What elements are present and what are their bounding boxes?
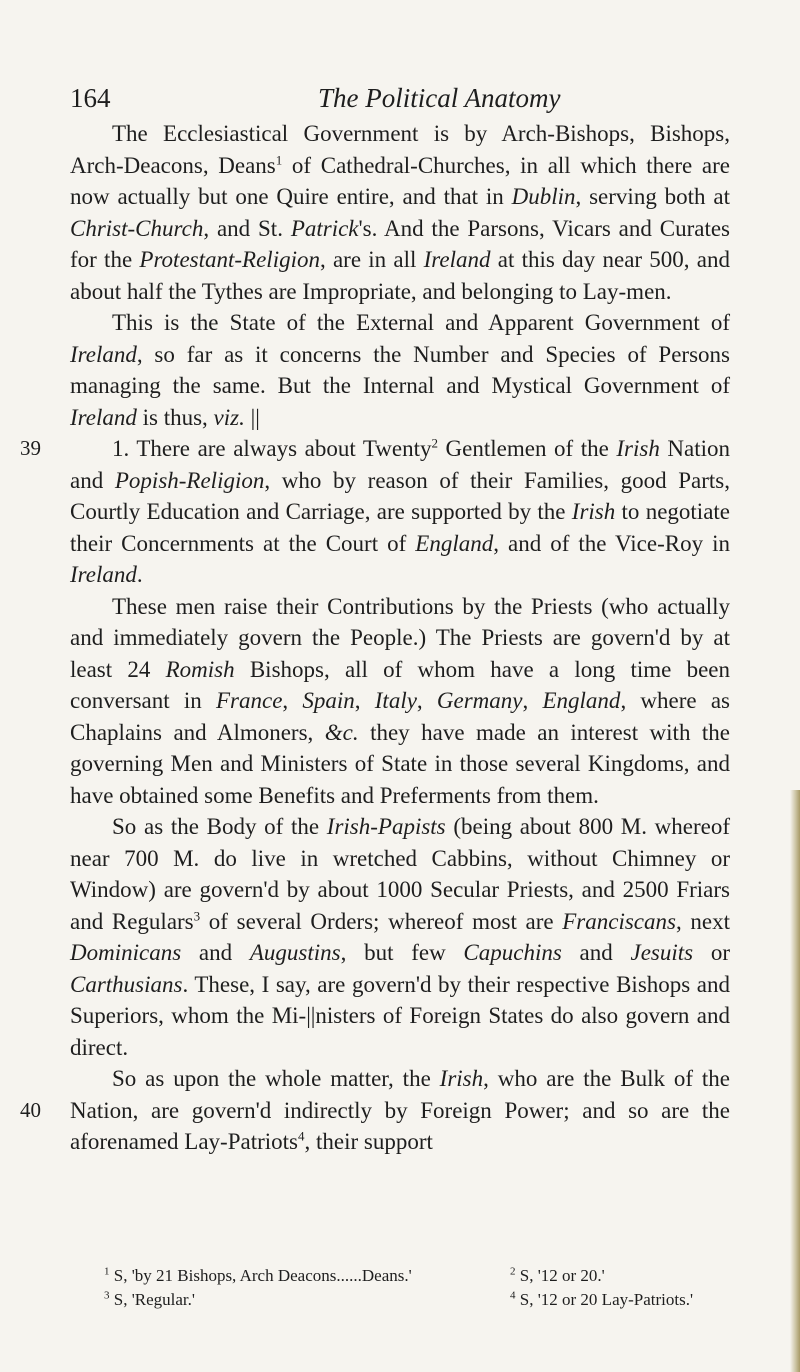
text-run: 's. And the Parsons, Vicars and Curates for the — [70, 215, 730, 272]
footnote-left — [104, 1264, 412, 1288]
italic-text: Protestant-Religion — [139, 247, 320, 272]
page-number: 164 — [70, 83, 111, 113]
text-run: of several Orders; whereof most are — [200, 908, 563, 934]
footnote-ref: 1 — [275, 151, 283, 167]
text-run: , — [416, 688, 437, 713]
footnote-ref: 4 — [298, 1128, 305, 1144]
body-text — [20, 118, 731, 1158]
running-title: The Political Anatomy — [318, 83, 561, 113]
italic-text: Dublin — [511, 184, 576, 209]
italic-text: France — [215, 688, 283, 713]
text-run: . These, I say, are govern'd by their respective Bishops and Superiors, whom the Mi-||nisters of Foreign States do also govern and direct. — [70, 971, 730, 1060]
italic-text: England — [415, 530, 494, 556]
paragraph-text — [70, 433, 730, 591]
text-run: and — [561, 940, 631, 965]
margin-line-number: 39 — [20, 436, 41, 460]
footnote-right — [510, 1288, 693, 1312]
text-run: , and St. — [203, 215, 291, 241]
text-run: to negotiate their Concernments at the Court of — [70, 499, 730, 556]
text-run: of Cathedral-Churches, in all which there are now actually but one Quire entire, and that in — [70, 152, 730, 209]
footnote-ref: 2 — [431, 435, 438, 451]
italic-text: Jesuits — [630, 940, 694, 965]
footnote-mark: 4 — [510, 1289, 516, 1302]
italic-text: viz. — [213, 404, 245, 430]
italic-text: England — [542, 688, 621, 713]
text-run: , — [282, 688, 303, 713]
paragraph — [70, 1063, 730, 1158]
text-run: , who by reason of their Families, good Parts, Courtly Education and Carriage, are supported by the — [70, 467, 730, 524]
text-run: This is the State of the External and Apparent Government of — [112, 310, 730, 335]
paragraph-text — [70, 591, 730, 812]
running-header — [70, 78, 730, 118]
text-run: or — [693, 940, 731, 965]
paragraph-text — [70, 811, 730, 1063]
text-run: and — [181, 940, 250, 965]
paragraph-text — [70, 1063, 730, 1158]
text-run: , are in all — [319, 247, 424, 272]
footnote-text: S, 'by 21 Bishops, Arch Deacons......Deans.' — [109, 1266, 412, 1285]
italic-text: Christ-Church — [70, 215, 204, 241]
footnote-mark: 2 — [510, 1265, 516, 1278]
footnote-text: S, '12 or 20.' — [515, 1266, 605, 1285]
text-run: These men raise their Contributions by the Priests (who actually and immediately govern the People.) The Priests are govern'd by at least 24 — [70, 593, 730, 682]
italic-text: Romish — [165, 656, 235, 682]
page-edge-shadow — [790, 790, 800, 1372]
italic-text: Irish-Papists — [326, 814, 446, 839]
paragraph — [20, 433, 730, 591]
italic-text: Ireland — [423, 247, 491, 272]
text-run: , their support — [304, 1129, 433, 1154]
text-run: , where as Chaplains and Almoners, — [70, 688, 730, 745]
paragraph — [70, 118, 730, 307]
italic-text: Irish — [439, 1066, 484, 1091]
text-run: , but few — [340, 940, 464, 965]
text-run: , next — [675, 908, 730, 934]
italic-text: Augustins — [249, 940, 341, 965]
italic-text: &c. — [324, 719, 359, 745]
footnote-row — [70, 1264, 730, 1288]
text-run: . — [136, 562, 143, 587]
footnote-mark: 3 — [104, 1289, 110, 1302]
italic-text: Ireland — [70, 341, 137, 367]
italic-text: Irish — [616, 436, 660, 461]
text-run: , serving both at — [575, 184, 730, 209]
text-run: 1. There are always about Twenty — [112, 436, 432, 461]
text-run: , so far as it concerns the Number and Species of Persons managing the same. But the Internal and Mystical Government of — [70, 341, 730, 398]
text-run: is thus, — [136, 404, 214, 430]
italic-text: Dominicans — [70, 940, 182, 965]
text-run: The Ecclesiastical Government is by Arch-Bishops, Bishops, Arch-Deacons, Deans — [70, 121, 730, 178]
italic-text: Patrick — [290, 215, 359, 241]
footnote-ref: 3 — [193, 907, 201, 923]
italic-text: Spain — [302, 688, 355, 713]
text-run: , and of the Vice-Roy in — [493, 530, 730, 556]
text-run: Nation and — [70, 436, 730, 493]
text-run: , — [522, 688, 543, 713]
footnote-right — [510, 1264, 605, 1288]
text-run: || — [244, 404, 260, 430]
margin-line-number: 40 — [20, 1098, 41, 1122]
italic-text: Popish-Religion — [114, 467, 265, 493]
text-run: Gentlemen of the — [438, 436, 617, 461]
footnote-text: S, '12 or 20 Lay-Patriots.' — [515, 1290, 694, 1309]
footnote-text: S, 'Regular.' — [109, 1290, 195, 1309]
paragraph-text — [70, 307, 730, 433]
italic-text: Capuchins — [463, 940, 562, 965]
footnote-row — [70, 1288, 730, 1312]
italic-text: Irish — [571, 499, 616, 524]
paragraph-text — [70, 118, 730, 307]
text-run: (being about 800 M. whereof near 700 M. do live in wretched Cabbins, without Chimney or Window) are govern'd by about 1000 Secular Priests, and 2500 Friars and Regulars — [70, 814, 730, 934]
text-run: , who are the Bulk of the Nation, are govern'd indirectly by Foreign Power; and so are the aforenamed Lay-Patriots — [70, 1066, 730, 1154]
text-run: they have made an interest with the governing Men and Ministers of State in those several Kingdoms, and have obtained some Benefits and Preferments from them. — [70, 719, 730, 808]
text-run: So as upon the whole matter, the — [112, 1066, 440, 1091]
italic-text: Germany — [436, 688, 523, 713]
italic-text: Ireland — [70, 562, 137, 587]
italic-text: Ireland — [70, 404, 137, 430]
text-run: , — [354, 688, 375, 713]
footnote-mark: 1 — [104, 1265, 110, 1278]
italic-text: Franciscans — [562, 908, 676, 934]
footnotes — [70, 1264, 730, 1312]
text-run: at this day near 500, and about half the Tythes are Impropriate, and belonging to Lay-men. — [70, 247, 730, 304]
paragraph — [70, 591, 730, 812]
text-run: So as the Body of the — [112, 814, 327, 839]
italic-text: Italy — [374, 688, 417, 713]
italic-text: Carthusians — [70, 971, 183, 997]
footnote-left — [104, 1288, 195, 1312]
text-run: Bishops, all of whom have a long time been conversant in — [70, 656, 730, 713]
paragraph — [70, 307, 730, 433]
